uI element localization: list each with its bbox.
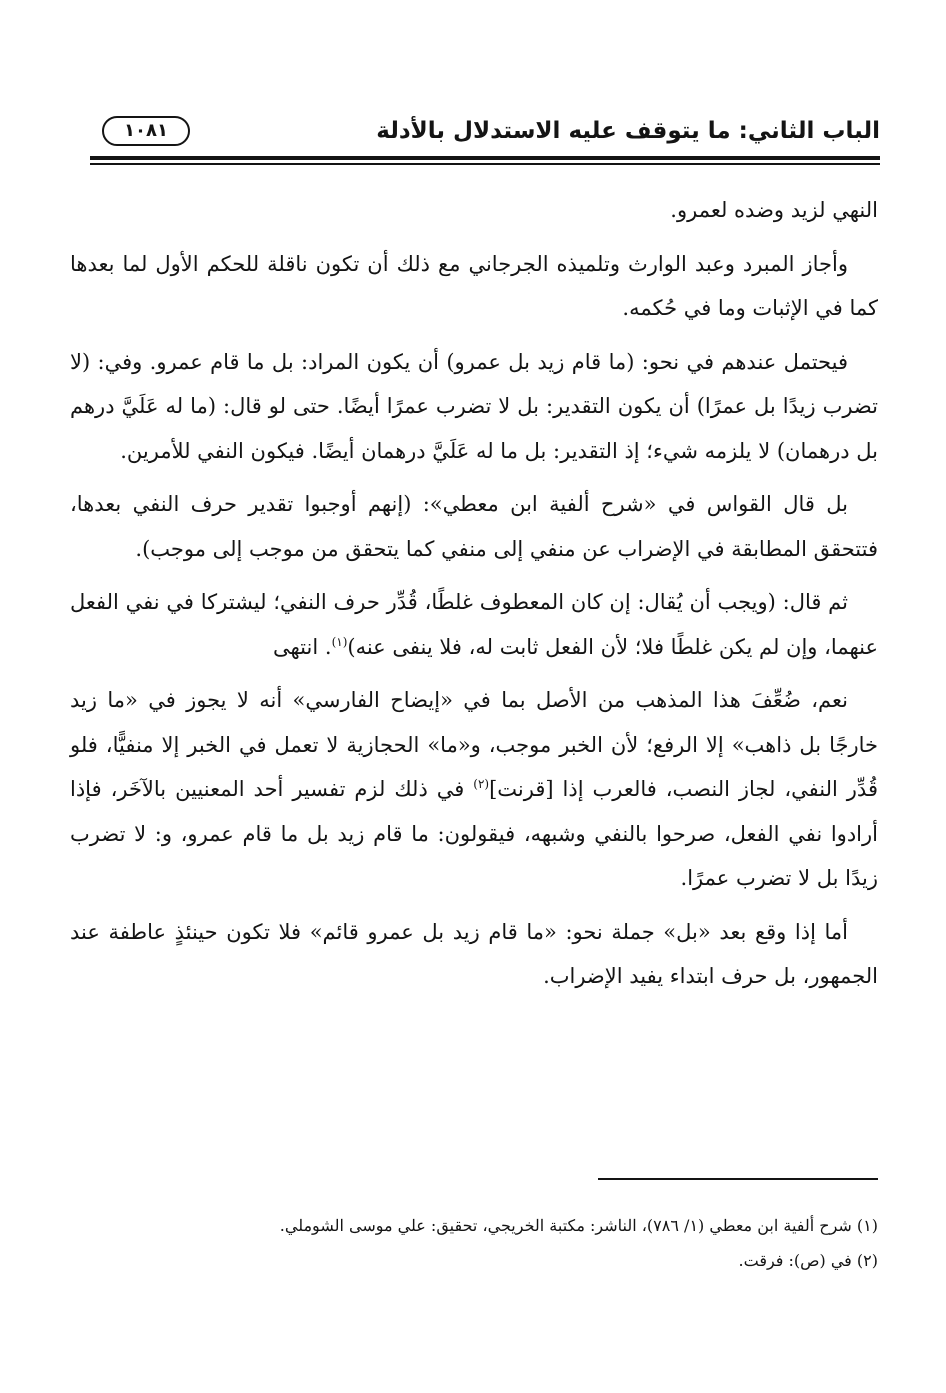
main-text	[70, 188, 878, 1008]
chapter-title: الباب الثاني: ما يتوقف عليه الاستدلال بالأدلة	[376, 118, 880, 144]
footnote-separator	[598, 1178, 878, 1180]
page-number-badge: ١٠٨١	[102, 116, 190, 146]
paragraph-6	[70, 678, 878, 901]
paragraph-1-text: النهي لزيد وضده لعمرو.	[670, 198, 878, 222]
paragraph-3	[70, 340, 878, 474]
paragraph-5	[70, 580, 878, 669]
header-rule-thin	[90, 163, 880, 165]
paragraph-4-text: بل قال القواس في «شرح ألفية ابن معطي»: (إنهم أوجبوا تقدير حرف النفي بعدها، فتتحقق المطابقة في الإضراب عن منفي إلى منفي كما يتحقق من موجب إلى موجب).	[70, 492, 878, 561]
paragraph-7-text: أما إذا وقع بعد «بل» جملة نحو: «ما قام زيد بل عمرو قائم» فلا تكون حينئذٍ عاطفة عند الجمهور، بل حرف ابتداء يفيد الإضراب.	[70, 919, 878, 988]
paragraph-7	[70, 910, 878, 999]
paragraph-3-text: فيحتمل عندهم في نحو: (ما قام زيد بل عمرو) أن يكون المراد: بل ما قام عمرو. وفي: (لا تضرب زيدًا بل عمرًا) أن يكون التقدير: بل لا تضرب عمرًا أيضًا. حتى لو قال: (ما له عَلَيَّ درهم بل درهمان) لا يلزمه شيء؛ إذ التقدير: بل ما له عَلَيَّ درهمان أيضًا. فيكون النفي للأمرين.	[70, 349, 878, 463]
footnote-2: (٢) في (ص): فرقت.	[738, 1251, 878, 1270]
paragraph-6-text: نعم، ضُعِّفَ هذا المذهب من الأصل بما في «إيضاح الفارسي» أنه لا يجوز في «ما زيد خارجًا بل ذاهب» إلا الرفع؛ لأن الخبر موجب، و«ما» الحجازية لا تعمل في الخبر إلا منفيًّا، فلو قُدِّر النفي، لجاز النصب، فالعرب إذا [قرنت]	[70, 688, 878, 801]
paragraph-2-text: وأجاز المبرد وعبد الوارث وتلميذه الجرجاني مع ذلك أن تكون ناقلة للحكم الأول لما بعدها كما في الإثبات وما في حُكمه.	[70, 251, 878, 320]
header-rule-thick	[90, 156, 880, 160]
page-header	[90, 112, 880, 152]
paragraph-1	[70, 188, 878, 233]
paragraph-2	[70, 242, 878, 331]
paragraph-4	[70, 482, 878, 571]
footnotes	[90, 1208, 878, 1278]
footnote-ref-1[interactable]: (١)	[331, 634, 348, 649]
paragraph-5-tail: . انتهى	[273, 634, 332, 659]
paragraph-6-tail: في ذلك لزم تفسير أحد المعنيين بالآخَر، فإذا أرادوا نفي الفعل، صرحوا بالنفي وشبهه، فيقولون: ما قام زيد بل ما قام عمرو، و: لا تضرب زيدًا بل لا تضرب عمرًا.	[70, 777, 878, 890]
footnote-ref-2[interactable]: (٢)	[473, 777, 490, 791]
footnote-1: (١) شرح ألفية ابن معطي (١/ ٧٨٦)، الناشر: مكتبة الخريجي، تحقيق: علي موسى الشوملي.	[279, 1216, 878, 1235]
paragraph-5-text: ثم قال: (ويجب أن يُقال: إن كان المعطوف غلطًا، قُدِّر حرف النفي؛ ليشتركا في نفي الفعل عنهما، وإن لم يكن غلطًا فلا؛ لأن الفعل ثابت له، فلا ينفى عنه)	[70, 590, 878, 659]
